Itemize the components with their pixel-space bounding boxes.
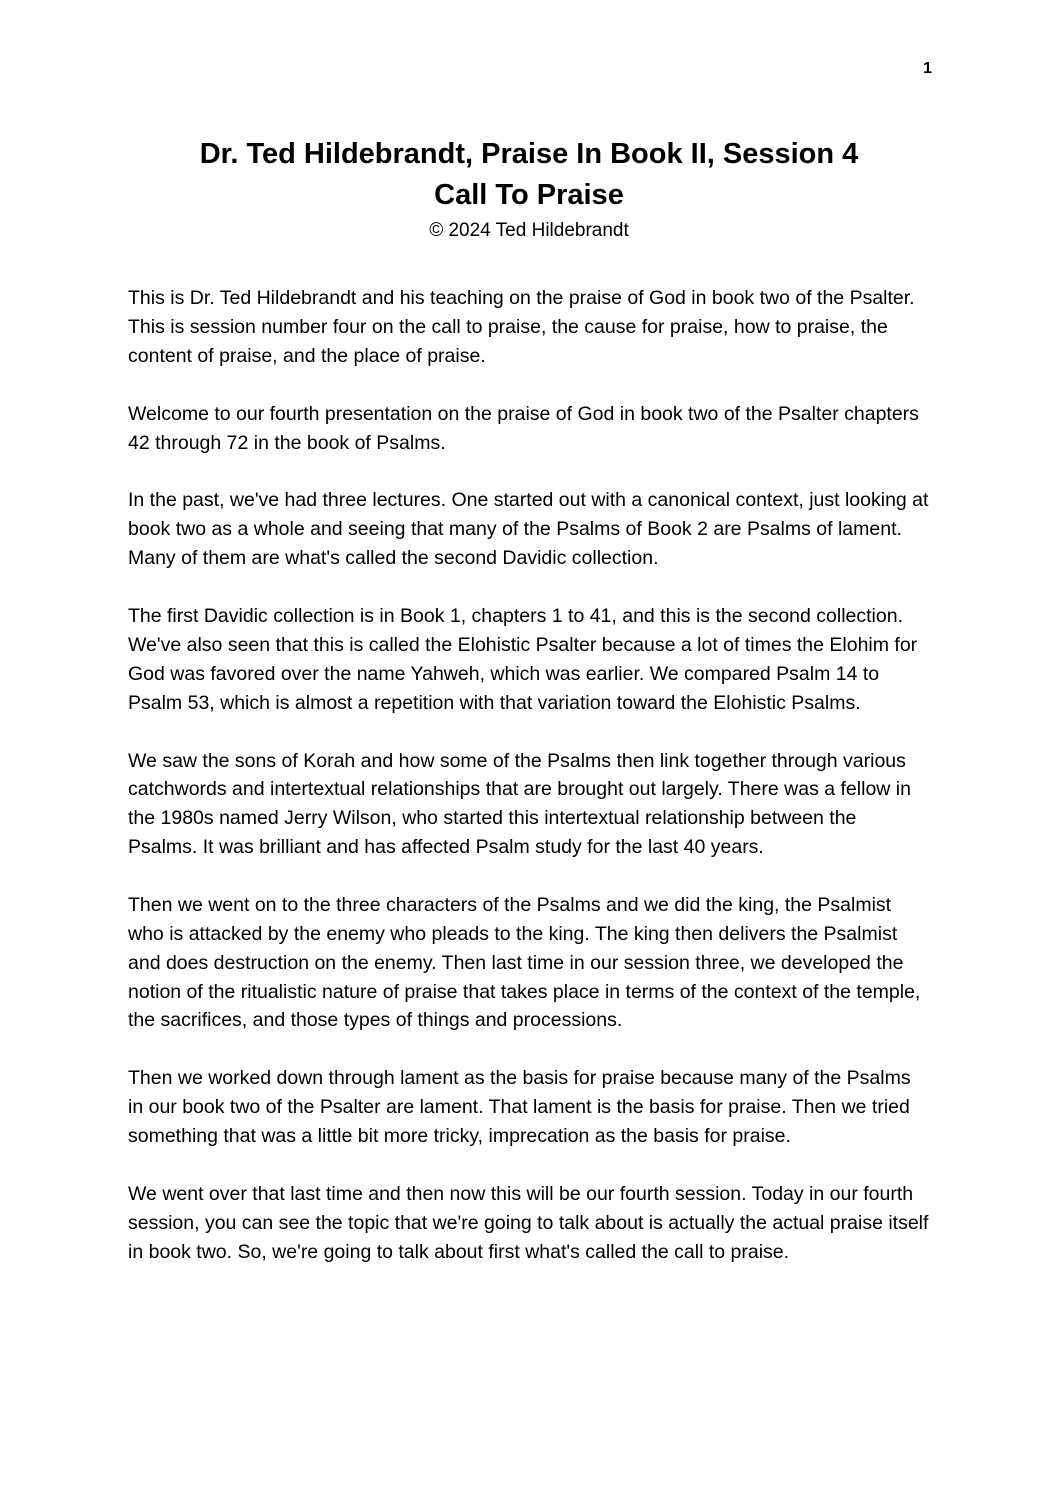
paragraph: We saw the sons of Korah and how some of the Psalms then link together through various catchwords and intertextual relationships that are brought out largely. There was a fellow in the 1980s named Jerry Wilson, who started this intertextual relationship between the Psalms. It was brilliant and has affected Psalm study for the last 40 years.	[128, 749, 911, 859]
paragraph: In the past, we've had three lectures. One started out with a canonical context, just looking at book two as a whole and seeing that many of the Psalms of Book 2 are Psalms of lament. Many of them are what's called the second Davidic collection.	[128, 489, 929, 570]
title-line-1: Dr. Ted Hildebrandt, Praise In Book II, Session 4	[199, 138, 859, 170]
copyright-line: © 2024 Ted Hildebrandt	[429, 220, 629, 242]
document-body	[128, 284, 930, 1266]
paragraph: Welcome to our fourth presentation on the praise of God in book two of the Psalter chapters 42 through 72 in the book of Psalms.	[128, 402, 919, 454]
paragraph: Then we worked down through lament as the basis for praise because many of the Psalms in our book two of the Psalter are lament. That lament is the basis for praise. Then we tried something that was a little bit more tricky, imprecation as the basis for praise.	[128, 1067, 911, 1147]
page-number: 1	[923, 60, 932, 77]
document-title	[0, 0, 1058, 215]
title-line-2: Call To Praise	[434, 178, 624, 211]
paragraph: We went over that last time and then now this will be our fourth session. Today in our fourth session, you can see the topic that we're going to talk about is actually the actual praise itself in book two. So, we're going to talk about first what's called the call to praise.	[128, 1182, 929, 1263]
paragraph: This is Dr. Ted Hildebrandt and his teaching on the praise of God in book two of the Psalter. This is session number four on the call to praise, the cause for praise, how to praise, the content of praise, and the place of praise.	[128, 287, 915, 367]
paragraph: Then we went on to the three characters of the Psalms and we did the king, the Psalmist who is attacked by the enemy who pleads to the king. The king then delivers the Psalmist and does destruction on the enemy. Then last time in our session three, we developed the notion of the ritualistic nature of praise that takes place in terms of the context of the temple, the sacrifices, and those types of things and processions.	[128, 893, 921, 1032]
paragraph: The first Davidic collection is in Book 1, chapters 1 to 41, and this is the second collection. We've also seen that this is called the Elohistic Psalter because a lot of times the Elohim for God was favored over the name Yahweh, which was earlier. We compared Psalm 14 to Psalm 53, which is almost a repetition with that variation toward the Elohistic Psalms.	[128, 605, 918, 714]
